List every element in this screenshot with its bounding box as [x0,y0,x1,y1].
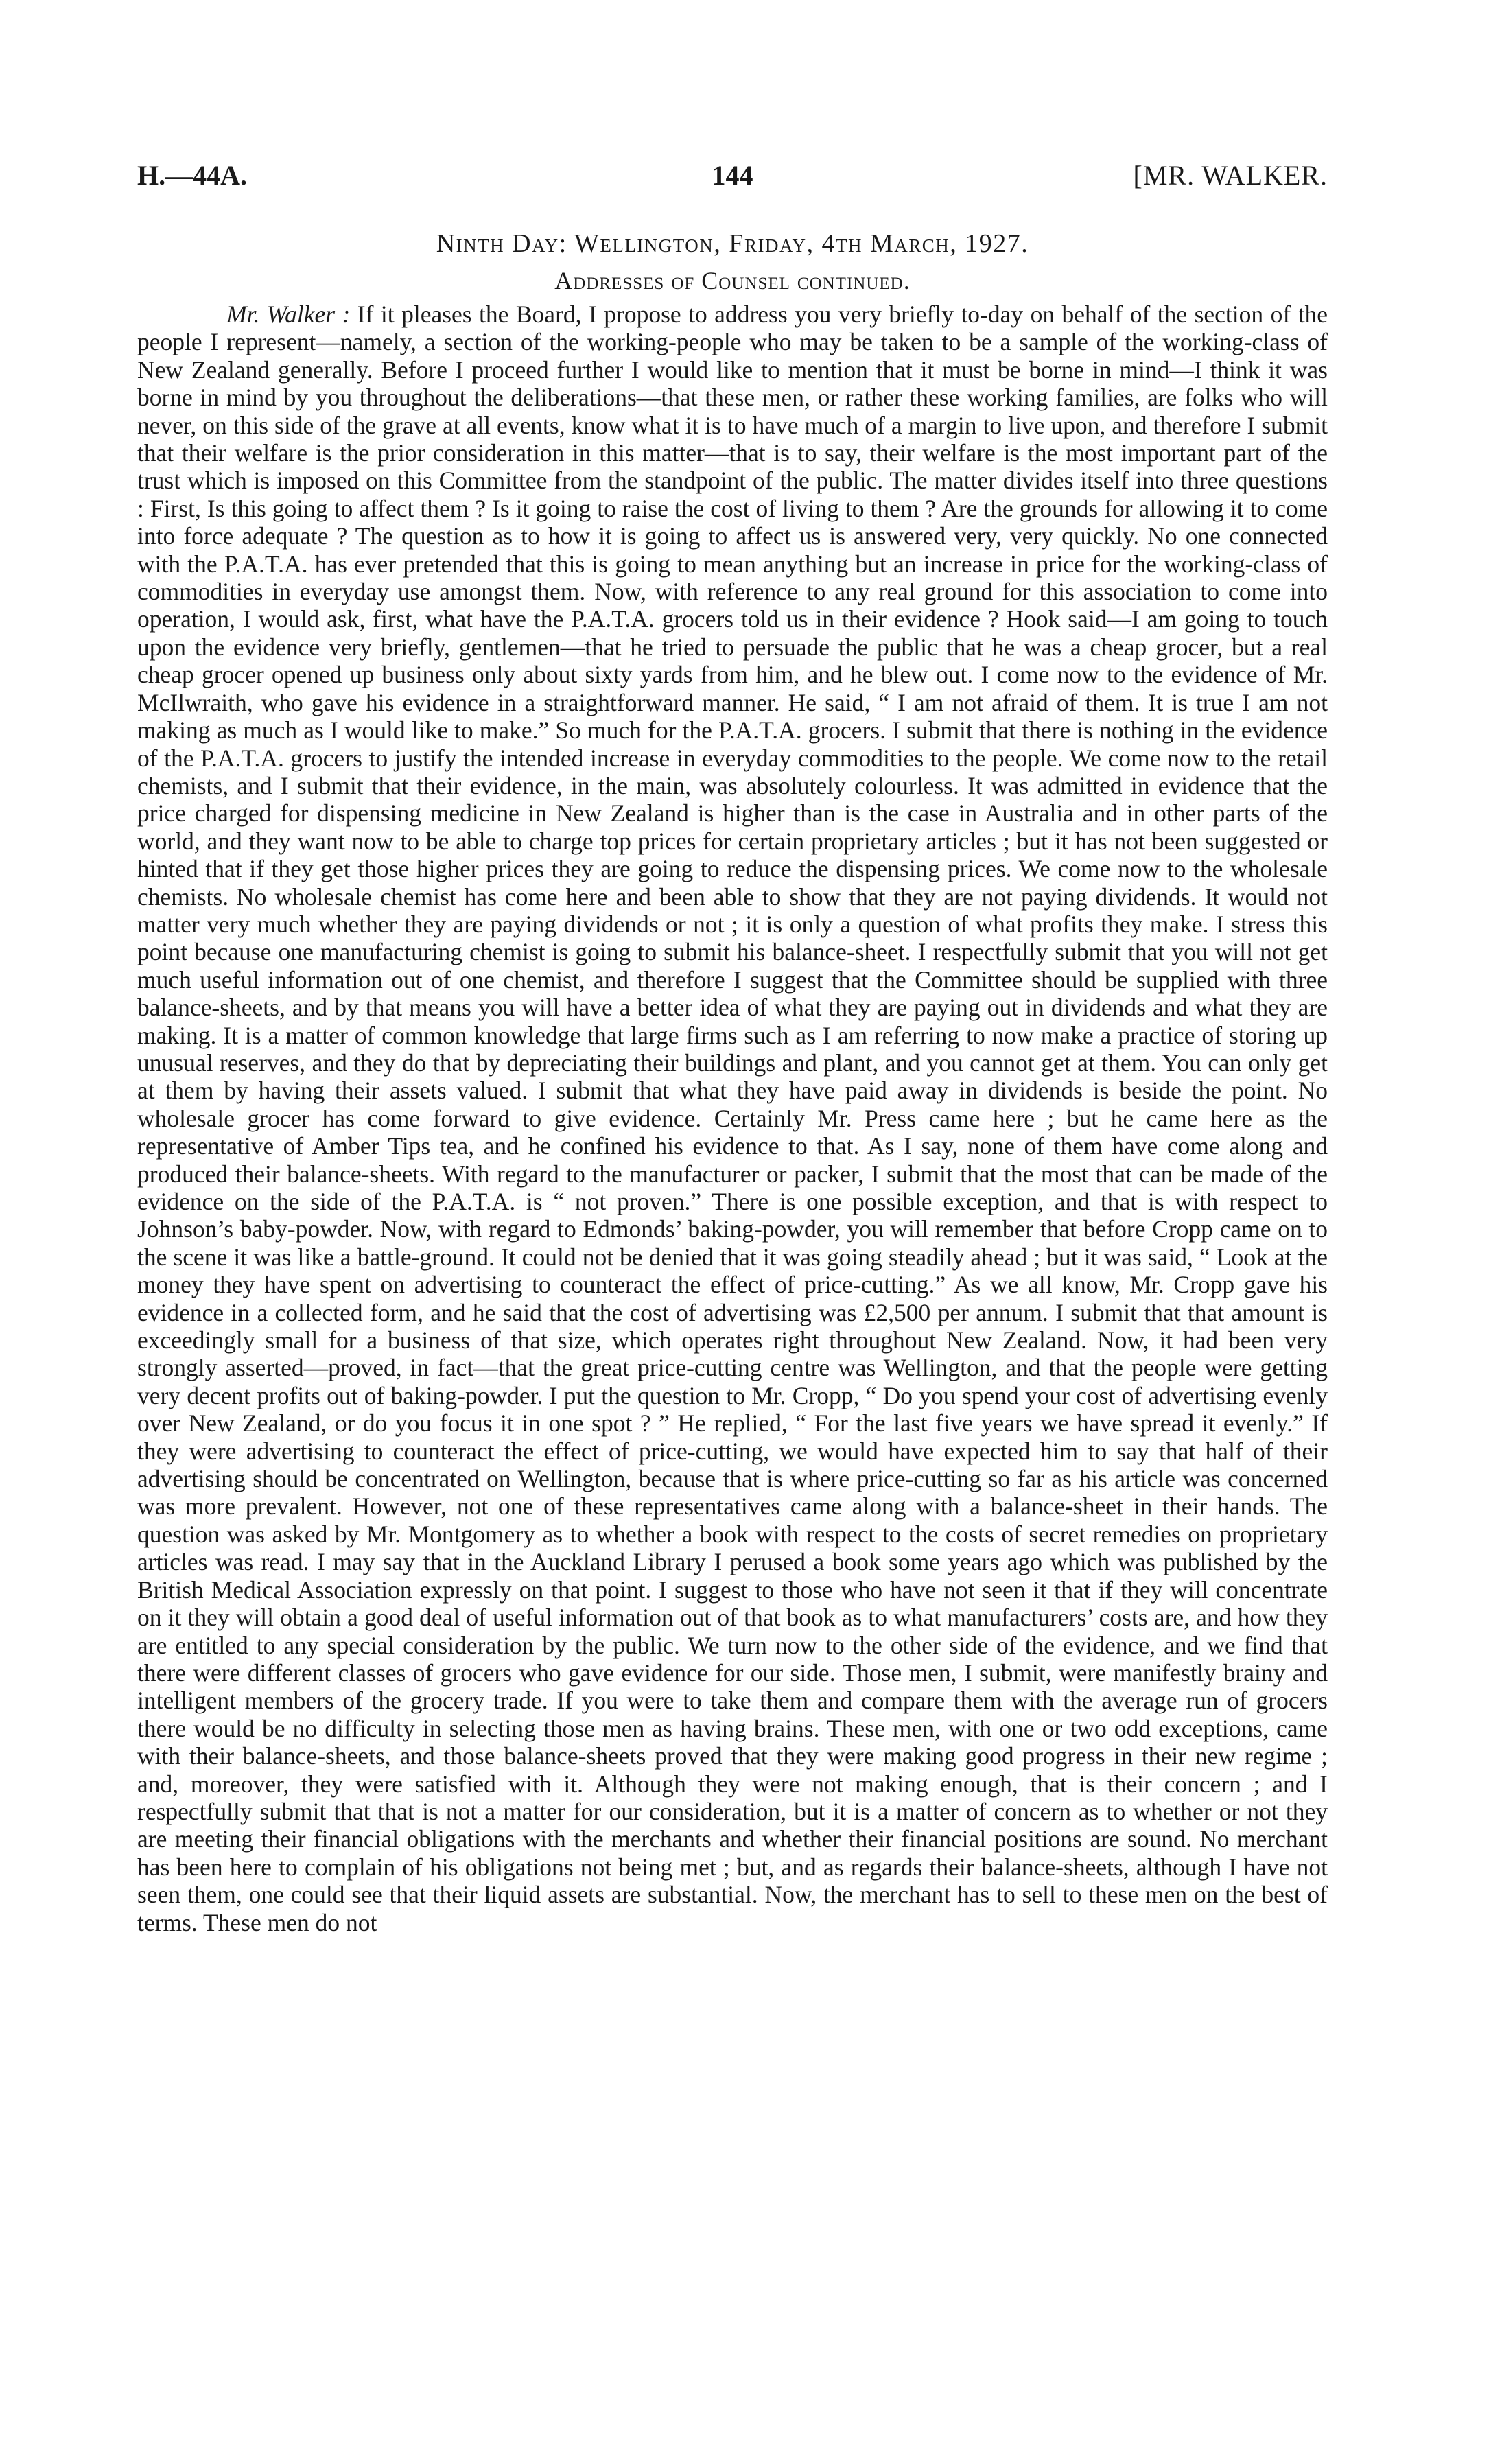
day-heading: Ninth Day: Wellington, Friday, 4th March, 1927. [436,229,1029,258]
speaker-running-head: [MR. WALKER. [1133,160,1328,191]
running-header [137,155,1328,196]
speech-paragraph [137,301,1328,1936]
speaker-name: Mr. Walker : [226,301,351,328]
page-number: 144 [712,160,753,191]
speech-text: If it pleases the Board, I propose to address you very briefly to-day on behalf of the section of the people I represent—namely, a section of the working-people who may be taken to be a sample of the working-class of New Zealand generally. Before I proceed further I would like to mention that it must be borne in mind—I think it was borne in mind by you throughout the deliberations—that these men, or rather these working families, are folks who will never, on this side of the grave at all events, know what it is to have much of a margin to live upon, and therefore I submit that their welfare is the prior consideration in this matter—that is to say, their welfare is the most important part of the trust which is imposed on this Committee from the standpoint of the public. The matter divides itself into three questions : First, Is this going to affect them ? Is it going to raise the cost of living to them ? Are the grounds for allowing it to come into force adequate ? The question as to how it is going to affect us is answered very, very quickly. No one connected with the P.A.T.A. has ever pretended that this is going to mean anything but an increase in price for the working-class of commodities in everyday use amongst them. Now, with reference to any real ground for this association to come into operation, I would ask, first, what have the P.A.T.A. grocers told us in their evidence ? Hook said—I am going to touch upon the evidence very briefly, gentlemen—that he tried to persuade the public that he was a cheap grocer, but a real cheap grocer opened up business only about sixty yards from him, and he blew out. I come now to the evidence of Mr. McIlwraith, who gave his evidence in a straightforward manner. He said, “ I am not afraid of them. It is true I am not making as much as I would like to make.” So much for the P.A.T.A. grocers. I submit that there is nothing in the evidence of the P.A.T.A. grocers to justify the intended increase in everyday commodities to the people. We come now to the retail chemists, and I submit that their evidence, in the main, was absolutely colourless. It was admitted in evidence that the price charged for dispensing medicine in New Zealand is higher than is the case in Australia and in other parts of the world, and they want now to be able to charge top prices for certain proprietary articles ; but it has not been suggested or hinted that if they get those higher prices they are going to reduce the dispensing prices. We come now to the wholesale chemists. No wholesale chemist has come here and been able to show that they are not paying dividends. It would not matter very much whether they are paying dividends or not ; it is only a question of what profits they make. I stress this point because one manufacturing chemist is going to submit his balance-sheet. I respectfully submit that you will not get much useful information out of one chemist, and therefore I suggest that the Committee should be supplied with three balance-sheets, and by that means you will have a better idea of what they are paying out in dividends and what they are making. It is a matter of common knowledge that large firms such as I am referring to now make a practice of storing up unusual reserves, and they do that by depreciating their buildings and plant, and you cannot get at them. You can only get at them by having their assets valued. I submit that what they have paid away in dividends is beside the point. No wholesale grocer has come forward to give evidence. Certainly Mr. Press came here ; but he came here as the representative of Amber Tips tea, and he confined his evidence to that. As I say, none of them have come along and produced their balance-sheets. With regard to the manufacturer or packer, I submit that the most that can be made of the evidence on the side of the P.A.T.A. is “ not proven.” There is one possible exception, and that is with respect to Johnson’s baby-powder. Now, with regard to Edmonds’ baking-powder, you will remember that before Cropp came on to the scene it was like a battle-ground. It could not be denied that it was going steadily ahead ; but it was said, “ Look at the money they have spent on advertising to counteract the effect of price-cutting.” As we all know, Mr. Cropp gave his evidence in a collected form, and he said that the cost of advertising was £2,500 per annum. I submit that that amount is exceedingly small for a business of that size, which operates right throughout New Zealand. Now, it had been very strongly asserted—proved, in fact—that the great price-cutting centre was Wellington, and that the people were getting very decent profits out of baking-powder. I put the question to Mr. Cropp, “ Do you spend your cost of advertising evenly over New Zealand, or do you focus it in one spot ? ” He replied, “ For the last five years we have spread it evenly.” If they were advertising to counteract the effect of price-cutting, we would have expected him to say that half of their advertising should be concentrated on Wellington, because that is where price-cutting so far as his article was concerned was more prevalent. However, not one of these representatives came along with a balance-sheet in their hands. The question was asked by Mr. Montgomery as to whether a book with respect to the costs of secret remedies on proprietary articles was read. I may say that in the Auckland Library I perused a book some years ago which was published by the British Medical Association expressly on that point. I suggest to those who have not seen it that if they will concentrate on it they will obtain a good deal of useful information out of that book as to what manufacturers’ costs are, and how they are entitled to any special consideration by the public. We turn now to the other side of the evidence, and we find that there were different classes of grocers who gave evidence for our side. Those men, I submit, were manifestly brainy and intelligent members of the grocery trade. If you were to take them and compare them with the average run of grocers there would be no difficulty in selecting those men as having brains. These men, with one or two odd exceptions, came with their balance-sheets, and those balance-sheets proved that they were making good progress in their new regime ; and, moreover, they were satisfied with it. Although they were not making enough, that is their concern ; and I respectfully submit that that is not a matter for our consideration, but it is a matter of concern as to whether or not they are meeting their financial obligations with the merchants and whether their financial positions are sound. No merchant has been here to complain of his obligations not being met ; but, and as regards their balance-sheets, although I have not seen them, one could see that their liquid assets are substantial. Now, the merchant has to sell to these men on the best of terms. These men do not [137,301,1328,1936]
section-heading: Addresses of Counsel continued. [554,267,911,294]
document-reference: H.—44A. [137,160,247,191]
